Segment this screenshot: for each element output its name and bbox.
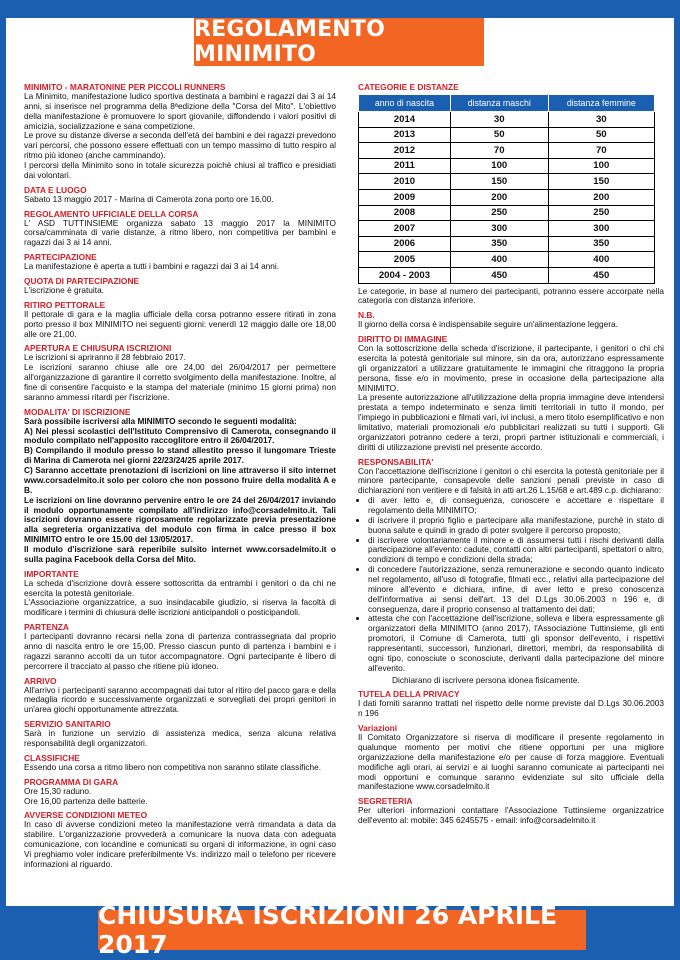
table-cell: 2011	[359, 158, 451, 174]
section-heading: AVVERSE CONDIZIONI METEO	[24, 810, 148, 821]
section-data-luogo	[24, 185, 336, 205]
table-cell: 70	[548, 143, 654, 159]
section-responsabilita	[358, 457, 664, 686]
paragraph: L' ASD TUTTINSIEME organizza sabato 13 maggio 2017 la MINIMITO corsa/camminata di varie distanze, a ritmo libero, non competitiva per bambini e ragazzi dai 3 ai 14 anni.	[24, 217, 336, 248]
section-minimito	[24, 82, 336, 181]
paragraph: La scheda d'iscrizione dovrà essere sottoscritta da entrambi i genitori o da chi ne esercita la potestà genitoriale.	[24, 577, 336, 598]
section-categorie	[358, 82, 664, 306]
paragraph: Con l'accettazione dell'iscrizione i genitori o chi esercita la potestà genitoriale per il minore partecipante, consapevole delle sanzioni penali previste in caso di dichiarazioni non veritiere e di falsità in atti art.26 L.15/68 e art.489 c.p. dichiarano:	[358, 465, 664, 496]
table-body	[359, 112, 655, 284]
paragraph: Le iscrizioni on line dovranno pervenire entro le ore 24 del 26/04/2017 inviando il modulo opportunamente compilato all'indirizzo info@corsadelmito.it. Tali iscrizioni dovranno essere rigorosamente regolarizzate previa presentazione alla segreteria organizzativa del modulo con firma in calce presso il box MINIMITO entro le ore 15.00 del 13/05/2017.	[24, 494, 336, 545]
categories-table	[358, 94, 655, 284]
table-row	[359, 189, 655, 205]
table-row	[359, 112, 655, 128]
table-cell: 100	[450, 158, 548, 174]
section-heading: SERVIZIO SANITARIO	[24, 719, 111, 730]
table-cell: 2007	[359, 221, 451, 237]
paragraph: Le iscrizioni si apriranno il 28 febbraio 2017.	[24, 352, 186, 363]
paragraph: Ore 16,00 partenza delle batterie.	[24, 795, 148, 806]
table-cell: 450	[450, 267, 548, 283]
table-cell: 50	[450, 127, 548, 143]
table-row	[359, 158, 655, 174]
paragraph: L'Associazione organizzatrice, a suo insindacabile giudizio, si riserva la facoltà di modificare i termini di chiusura delle iscrizioni anticipandoli o posticipandoli.	[24, 597, 336, 618]
paragraph: Sarà possibile iscriversi alla MINIMITO secondo le seguenti modalità:	[24, 415, 297, 426]
table-cell: 2013	[359, 127, 451, 143]
section-heading: N.B.	[358, 310, 375, 321]
responsibility-list	[358, 496, 664, 673]
table-row	[359, 267, 655, 283]
table-cell: 2008	[359, 205, 451, 221]
table-row	[359, 252, 655, 268]
section-quota	[24, 276, 336, 296]
left-column	[24, 82, 336, 874]
section-partenza	[24, 622, 336, 671]
footer-title: CHIUSURA ISCRIZIONI 26 APRILE 2017	[98, 901, 558, 959]
section-ritiro-pettorale	[24, 300, 336, 340]
paragraph: Le prove su distanze diverse a seconda dell'età dei bambini e dei ragazzi prevedono vari percorsi, che possono essere effettuati con un tempo massimo di tutto respiro al ritmo più idoneo (anche camminando).	[24, 130, 336, 161]
table-cell: 400	[548, 252, 654, 268]
section-heading: IMPORTANTE	[24, 568, 79, 579]
list-item: • di concedere l'autorizzazione, senza remunerazione e secondo quanto indicato nel regolamento, all'uso di fotografie, filmati ecc., relativi alla partecipazione del minore all'evento e dichiara, infine, di aver letto e preso conoscenza dell'informativa ai sensi dell'art. 13 del D.Lgs 30.06.2003 n 196 e, di conseguenza, dare il proprio consenso al trattamento dei dati;	[368, 565, 664, 614]
paragraph: All'arrivo i partecipanti saranno accompagnati dai tutor al ritiro del pacco gara e della medaglia ricordo e successivamente organizzati e sorvegliati dei propri genitori in un'area giochi opportunamente attrezzata.	[24, 684, 336, 715]
paragraph: Le iscrizioni saranno chiuse alle ore 24,00 del 26/04/2017 per permettere all'organizzazione di garantire il corretto svolgimento della manifestazione. Inoltre, al fine di consentire l'acquisto e la stampa del materiale (minimo 15 giorni prima) non saranno ammessi ritardi per l'iscrizione.	[24, 362, 336, 402]
paragraph: Sarà in funzione un servizio di assistenza medica, senza alcuna relativa responsabilità degli organizzatori.	[24, 728, 336, 748]
section-modalita	[24, 407, 336, 565]
list-item: • attesta che con l'accettazione dell'iscrizione, solleva e libera espressamente gli organizzatori della MINIMITO (anno 2017), l'Associazione Tuttinsieme, gli enti promotori, il Comune di Camerota, tutti gli sponsor dell'evento, i rispettivi rappresentanti, successori, funzionari, direttori, membri, da responsabilità di ogni tipo, conosciute o sconosciute, derivanti dalla partecipazione del minore all'evento.	[368, 614, 664, 673]
section-heading: MINIMITO - MARATONINE PER PICCOLI RUNNERS	[24, 82, 226, 92]
paragraph: I percorsi della Minimito sono in totale sicurezza poichè chiusi al traffico e presidiati dai volontari.	[24, 160, 336, 180]
section-heading: PROGRAMMA DI GARA	[24, 776, 119, 787]
paragraph: Il modulo d'iscrizione sarà reperibile sulsito internet www.corsadelmito.it o sulla pagina Facebook della Corsa del Mito.	[24, 543, 336, 564]
footer-banner	[98, 901, 586, 959]
list-item: • di iscrivere il proprio figlio e partecipare alla manifestazione, purchè in stato di buona salute e quindi in grado di poter svolgere il percorso proposto;	[368, 516, 664, 536]
table-cell: 300	[450, 221, 548, 237]
table-cell: 50	[548, 127, 654, 143]
section-heading: PARTECIPAZIONE	[24, 252, 97, 263]
section-heading: ARRIVO	[24, 675, 57, 686]
paragraph: I partecipanti dovranno recarsi nella zona di partenza contrassegnata dal proprio anno di nascita entro le ore 15,00. Presso ciascun punto di partenza i bambini e i ragazzi saranno accolti da un tutor accompagnatore. Ogni partecipante è libero di percorrere il tracciato al passo che ritiene più idoneo.	[24, 631, 336, 671]
paragraph: La manifestazione è aperta a tutti i bambini e ragazzi dai 3 ai 14 anni.	[24, 261, 280, 272]
column-header: distanza femmine	[548, 95, 654, 112]
section-meteo	[24, 810, 336, 869]
section-regolamento	[24, 209, 336, 249]
paragraph: A) Nei plessi scolastici dell'Istituto Comprensivo di Camerota, consegnando il modulo compilato nell'apposito raccoglitore entro il 26/04/2017.	[24, 425, 336, 446]
paragraph: Ore 15,30 raduno.	[24, 785, 92, 796]
table-cell: 150	[450, 174, 548, 190]
table-row	[359, 127, 655, 143]
table-row	[359, 205, 655, 221]
section-heading: APERTURA E CHIUSURA ISCRIZIONI	[24, 343, 172, 354]
table-cell: 2004 - 2003	[359, 267, 451, 283]
table-cell: 250	[450, 205, 548, 221]
paragraph: Essendo una corsa a ritmo libero non competitiva non saranno stilate classifiche.	[24, 761, 322, 772]
table-cell: 200	[548, 189, 654, 205]
table-row	[359, 221, 655, 237]
table-cell: 30	[450, 112, 548, 128]
table-cell: 2009	[359, 189, 451, 205]
section-servizio-sanitario	[24, 719, 336, 749]
paragraph: Il giorno della corsa è indispensabile seguire un'alimentazione leggera.	[358, 319, 618, 330]
paragraph: In caso di avverse condizioni meteo la manifestazione verrà rimandata a data da stabilire. L'organizzazione provvederà a comunicare la nuova data con adeguata comunicazione, con locandine e comunicati su organi di informazione, in ogni caso Vi preghiamo voler indicare preferibilmente Vs. indirizzo mail o telefono per ricevere informazioni al riguardo.	[24, 819, 336, 869]
section-privacy	[358, 689, 664, 719]
paragraph: Dichiarano di iscrivere persona idonea fisicamente.	[392, 674, 580, 685]
table-row	[359, 143, 655, 159]
paragraph: Il pettorale di gara e la maglia ufficiale della corsa potranno essere ritirati in zona porto presso il box MINIMITO nei seguenti giorni: venerdì 12 maggio dalle ore 18,00 alle ore 21,00.	[24, 308, 336, 339]
title-banner	[194, 18, 484, 66]
table-cell: 250	[548, 205, 654, 221]
list-item: • di aver letto e, di conseguenza, conoscere e accettare e rispettare il regolamento della MINIMITO;	[368, 496, 664, 516]
table-header-row	[359, 95, 655, 112]
section-arrivo	[24, 676, 336, 716]
section-heading: RITIRO PETTORALE	[24, 299, 106, 310]
table-cell: 150	[548, 174, 654, 190]
top-blue-bar	[6, 0, 674, 18]
section-heading: Variazioni	[358, 723, 398, 734]
list-item: • di iscrivere volontariamente il minore e di assumersi tutti i rischi derivanti dalla partecipazione all'evento: cadute, contatti con altri partecipanti, spettatori o altro, condizioni di tempo e condizioni della strada;	[368, 536, 664, 566]
table-cell: 70	[450, 143, 548, 159]
paragraph: Sabato 13 maggio 2017 - Marina di Camerota zona porto ore 16,00.	[24, 193, 274, 204]
section-heading: DIRITTO DI IMMAGINE	[358, 334, 448, 345]
section-heading: RESPONSABILITA'	[358, 456, 434, 467]
table-cell: 400	[450, 252, 548, 268]
paragraph: Per ulteriori informazioni contattare l'Associazione Tuttinsieme organizzatrice dell'evento al: mobile: 345 6245575 - email: info@corsadelmito.it	[358, 805, 664, 826]
paragraph: B) Compilando il modulo presso lo stand allestito presso il lungomare Trieste di Marina di Camerota nei giorni 22/23/24/25 aprile 2017.	[24, 445, 336, 466]
section-heading: TUTELA DELLA PRIVACY	[358, 689, 460, 700]
table-cell: 2006	[359, 236, 451, 252]
table-cell: 350	[450, 236, 548, 252]
section-heading: CLASSIFICHE	[24, 752, 80, 763]
section-programma	[24, 777, 336, 807]
section-heading: CATEGORIE E DISTANZE	[358, 82, 459, 92]
paragraph: L'iscrizione è gratuita.	[24, 285, 104, 296]
paragraph: Il Comitato Organizzatore si riserva di modificare il presente regolamento in qualunque momento per motivi che ritiene opportuni per una migliore organizzazione della manifestazione e/o per cause di forza maggiore. Eventuali modifiche agli orari, ai servizi e ai luoghi saranno comunicate ai partecipanti nei modi opportuni e comunque saranno evidenziate sul sito ufficiale della manifestazione www.corsadelmito.it	[358, 732, 664, 792]
section-nb	[358, 310, 664, 330]
right-column	[358, 82, 664, 830]
section-segreteria	[358, 796, 664, 826]
paragraph: La Minimito, manifestazione ludico sportiva destinata a bambini e ragazzi dai 3 ai 14 anni, si inserisce nel programma della 8ªedizione della "Corsa del Mito". L'obiettivo della manifestazione è promuovere lo sport giovanile, diffondendo i valori positivi di amicizia, socializzazione e sana competizione.	[24, 91, 336, 131]
section-iscrizioni-date	[24, 343, 336, 402]
section-heading: SEGRETERIA	[358, 796, 413, 807]
table-cell: 350	[548, 236, 654, 252]
paragraph: C) Saranno accettate prenotazioni di iscrizioni on line attraverso il sito internet www.corsadelmito.it solo per coloro che non possono fruire della modalità A e B.	[24, 465, 336, 495]
table-row	[359, 174, 655, 190]
section-partecipazione	[24, 252, 336, 272]
section-importante	[24, 569, 336, 618]
column-header: anno di nascita	[359, 95, 451, 112]
table-cell: 300	[548, 221, 654, 237]
table-cell: 2010	[359, 174, 451, 190]
table-cell: 2005	[359, 252, 451, 268]
table-cell: 30	[548, 112, 654, 128]
page-title: REGOLAMENTO MINIMITO	[194, 17, 386, 67]
section-heading: REGOLAMENTO UFFICIALE DELLA CORSA	[24, 208, 199, 219]
table-cell: 200	[450, 189, 548, 205]
section-heading: QUOTA DI PARTECIPAZIONE	[24, 276, 140, 287]
table-cell: 100	[548, 158, 654, 174]
column-header: distanza maschi	[450, 95, 548, 112]
paragraph: I dati forniti saranno trattati nel rispetto delle norme previste dal D.Lgs 30.06.2003 n 196	[358, 698, 664, 719]
section-classifiche	[24, 753, 336, 773]
table-cell: 450	[548, 267, 654, 283]
section-diritto-immagine	[358, 334, 664, 452]
section-heading: DATA E LUOGO	[24, 184, 87, 195]
section-heading: MODALITA' DI ISCRIZIONE	[24, 406, 131, 417]
table-cell: 2014	[359, 112, 451, 128]
section-heading: PARTENZA	[24, 622, 69, 633]
table-cell: 2012	[359, 143, 451, 159]
section-variazioni	[358, 723, 664, 792]
paragraph: Le categorie, in base al numero dei partecipanti, potranno essere accorpate nella categoria con distanza inferiore.	[358, 285, 664, 306]
paragraph: Con la sottoscrizione della scheda d'iscrizione, il partecipante, i genitori o chi chi esercita la potestà genitoriale sul minore, sin da ora, autorizzano espressamente gli organizzatori a utilizzare gratuitamente le immagini che ritraggono la propria persona, fisse e/o in movimento, prese in occasione della partecipazione alla MINIMITO.	[358, 343, 664, 393]
table-row	[359, 236, 655, 252]
paragraph: La presente autorizzazione all'utilizzazione della propria immagine deve intendersi prestata a tempo indeterminato e senza limiti territoriali in tutto il mondo, per l'impiego in pubblicazioni e filmati vari, ivi inclusi, a mero titolo esemplificativo e non limitativo, materiali promozionali e/o pubblicitari realizzati su tutti i supporti. Gli organizzatori potranno cedere a terzi, propri partner istituzionali e commerciali, i diritti di utilizzazione previsti nel presente accordo.	[358, 392, 664, 452]
